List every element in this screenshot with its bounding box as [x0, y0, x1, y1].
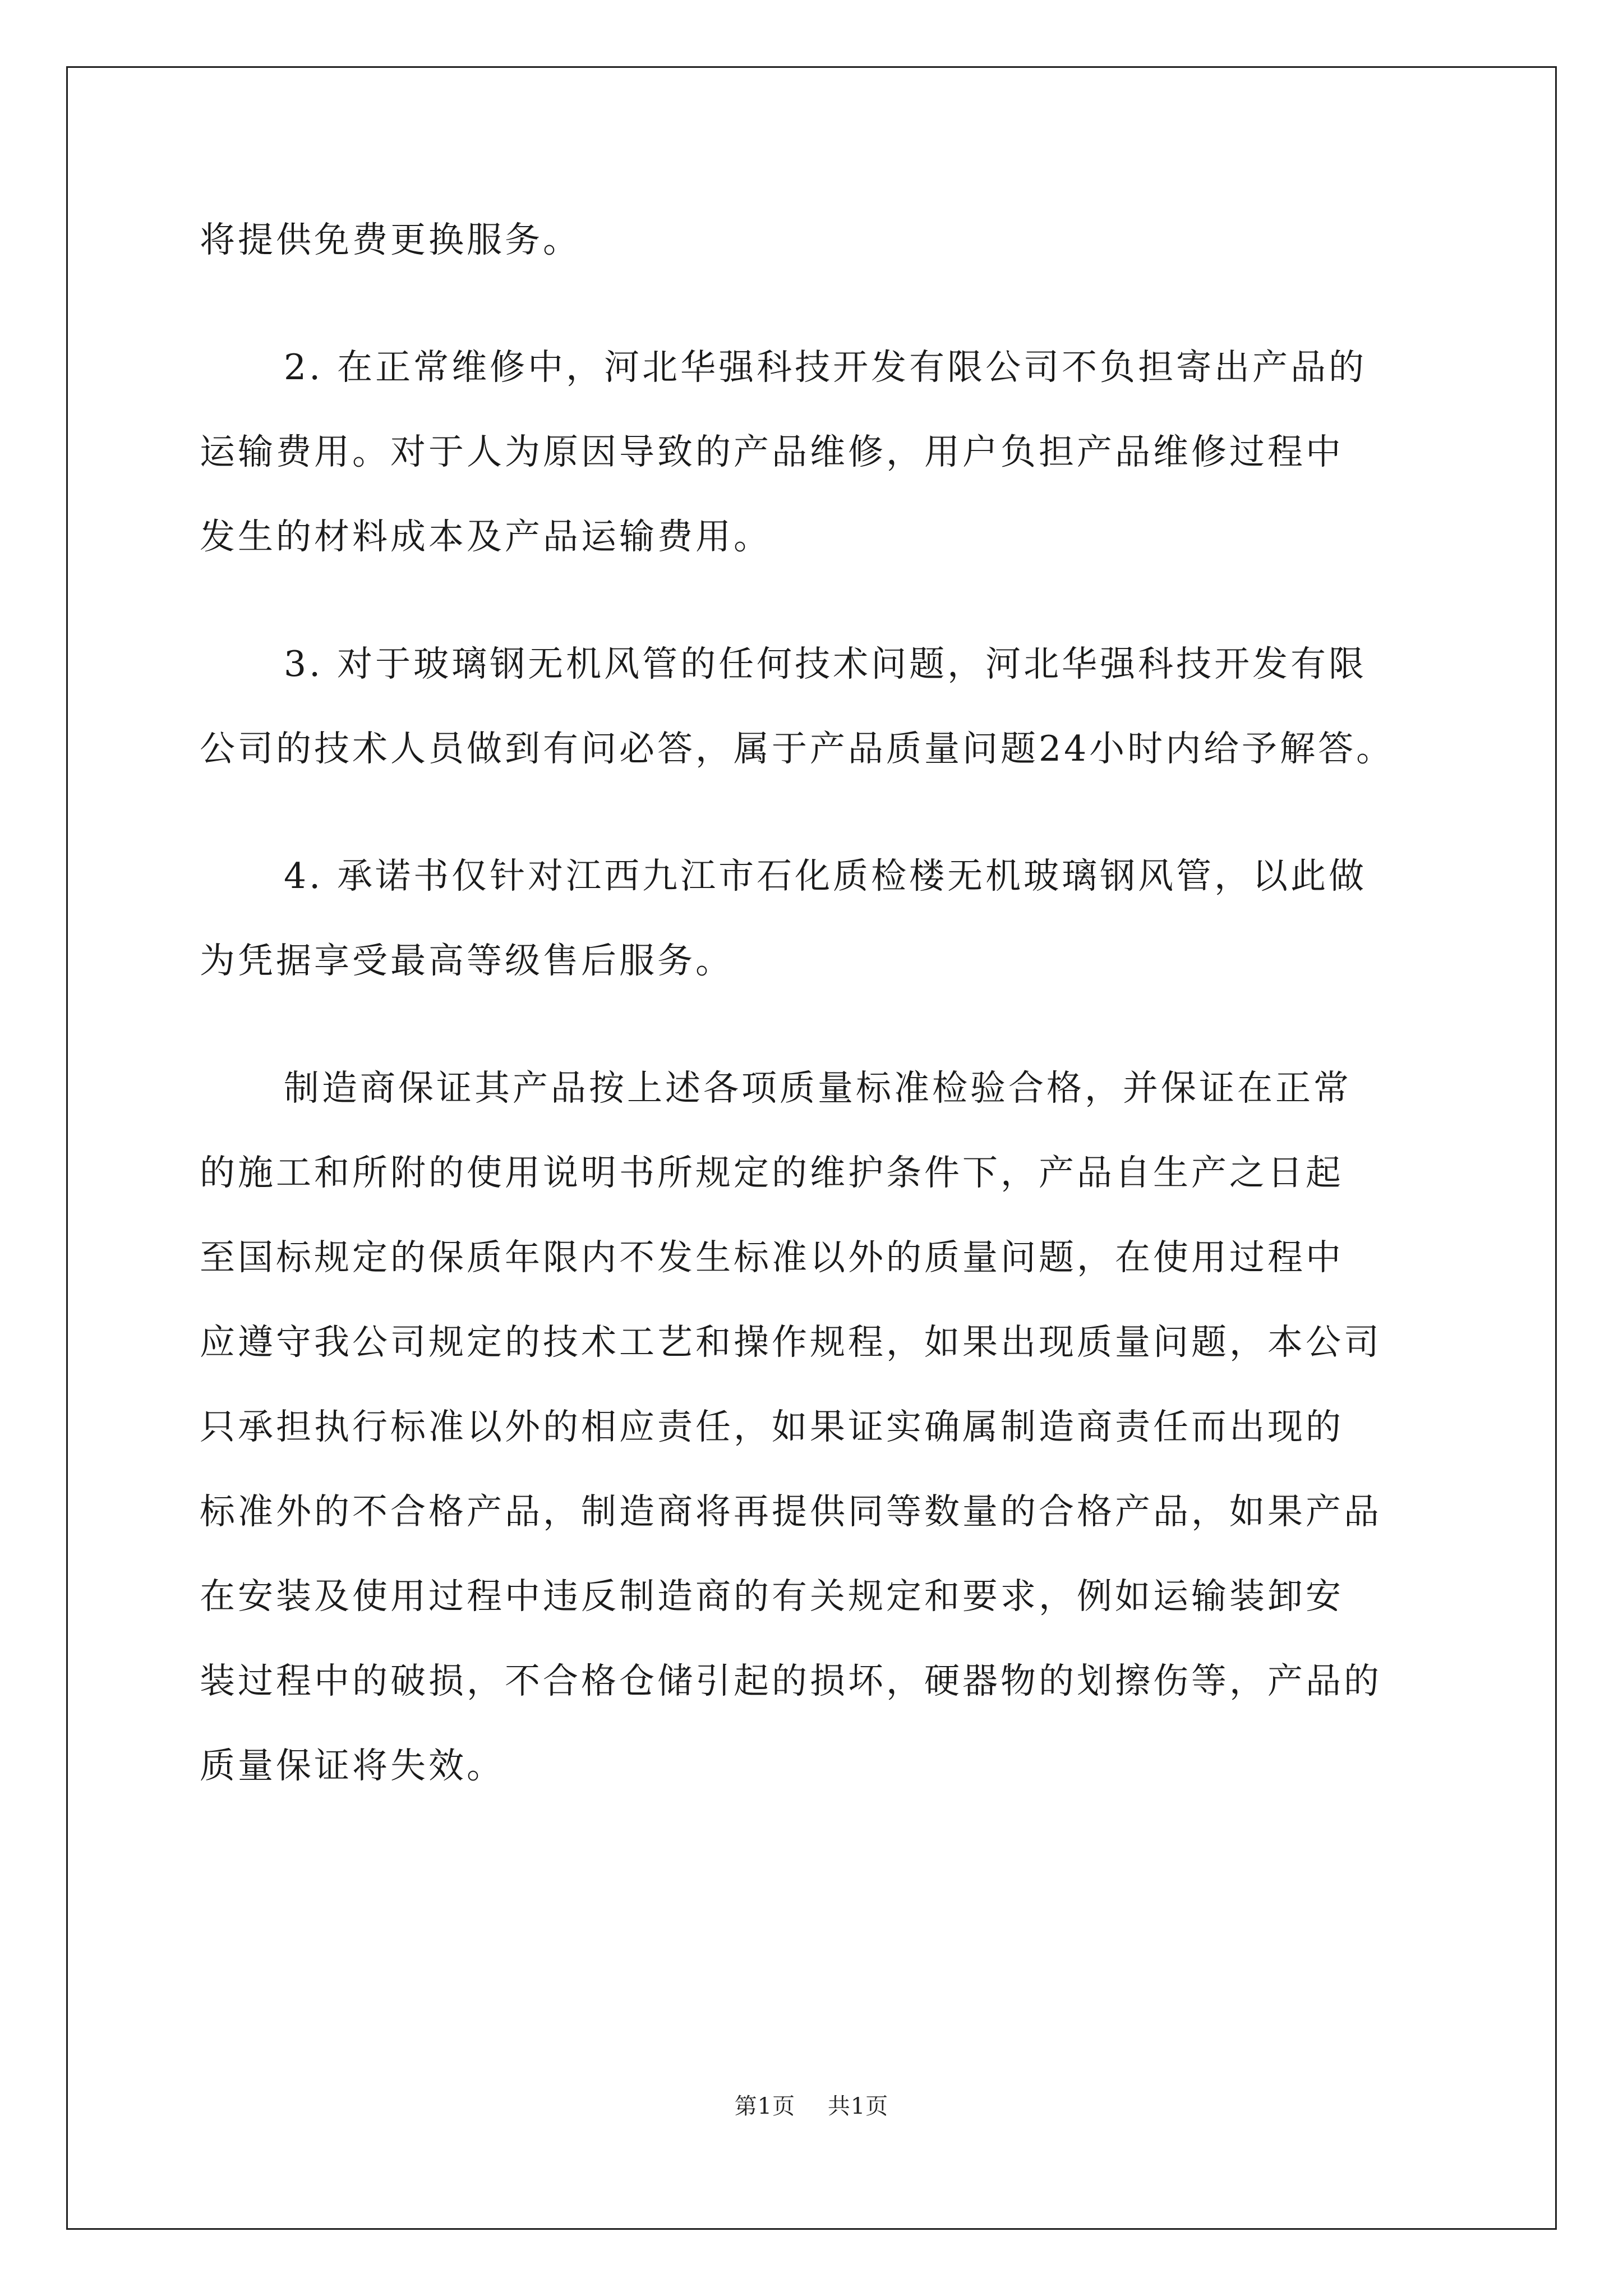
page-footer	[0, 2092, 1623, 2120]
text-line: 标准外的不合格产品，制造商将再提供同等数量的合格产品，如果产品	[200, 1491, 1382, 1532]
paragraph-item-3	[200, 622, 1428, 791]
text-line: 3. 对于玻璃钢无机风管的任何技术问题，河北华强科技开发有限	[284, 643, 1367, 684]
paragraph-item-2	[200, 325, 1428, 579]
text-line: 公司的技术人员做到有问必答，属于产品质量问题24小时内给予解答。	[200, 728, 1395, 769]
text-line: 只承担执行标准以外的相应责任，如果证实确属制造商责任而出现的	[200, 1406, 1344, 1447]
text-line: 发生的材料成本及产品运输费用。	[200, 516, 772, 557]
paragraph-warranty	[200, 1046, 1428, 1808]
document-body	[200, 197, 1428, 1808]
text-line: 运输费用。对于人为原因导致的产品维修，用户负担产品维修过程中	[200, 431, 1344, 472]
text-line: 将提供免费更换服务。	[200, 219, 581, 260]
text-line: 为凭据享受最高等级售后服务。	[200, 940, 734, 981]
text-line: 质量保证将失效。	[200, 1745, 505, 1786]
text-line: 装过程中的破损，不合格仓储引起的损坏，硬器物的划擦伤等，产品的	[200, 1660, 1382, 1701]
paragraph-item-4	[200, 834, 1428, 1003]
text-line: 制造商保证其产品按上述各项质量标准检验合格，并保证在正常	[284, 1068, 1352, 1108]
text-line: 应遵守我公司规定的技术工艺和操作规程，如果出现质量问题，本公司	[200, 1322, 1382, 1363]
page-number: 第1页	[734, 2093, 796, 2119]
text-line: 在安装及使用过程中违反制造商的有关规定和要求，例如运输装卸安	[200, 1576, 1344, 1617]
page-total: 共1页	[827, 2093, 889, 2119]
text-line: 4. 承诺书仅针对江西九江市石化质检楼无机玻璃钢风管，以此做	[284, 855, 1367, 896]
text-line: 的施工和所附的使用说明书所规定的维护条件下，产品自生产之日起	[200, 1152, 1344, 1193]
paragraph-continuation	[200, 197, 1428, 282]
text-line: 2. 在正常维修中，河北华强科技开发有限公司不负担寄出产品的	[284, 347, 1367, 388]
text-line: 至国标规定的保质年限内不发生标准以外的质量问题，在使用过程中	[200, 1237, 1344, 1278]
